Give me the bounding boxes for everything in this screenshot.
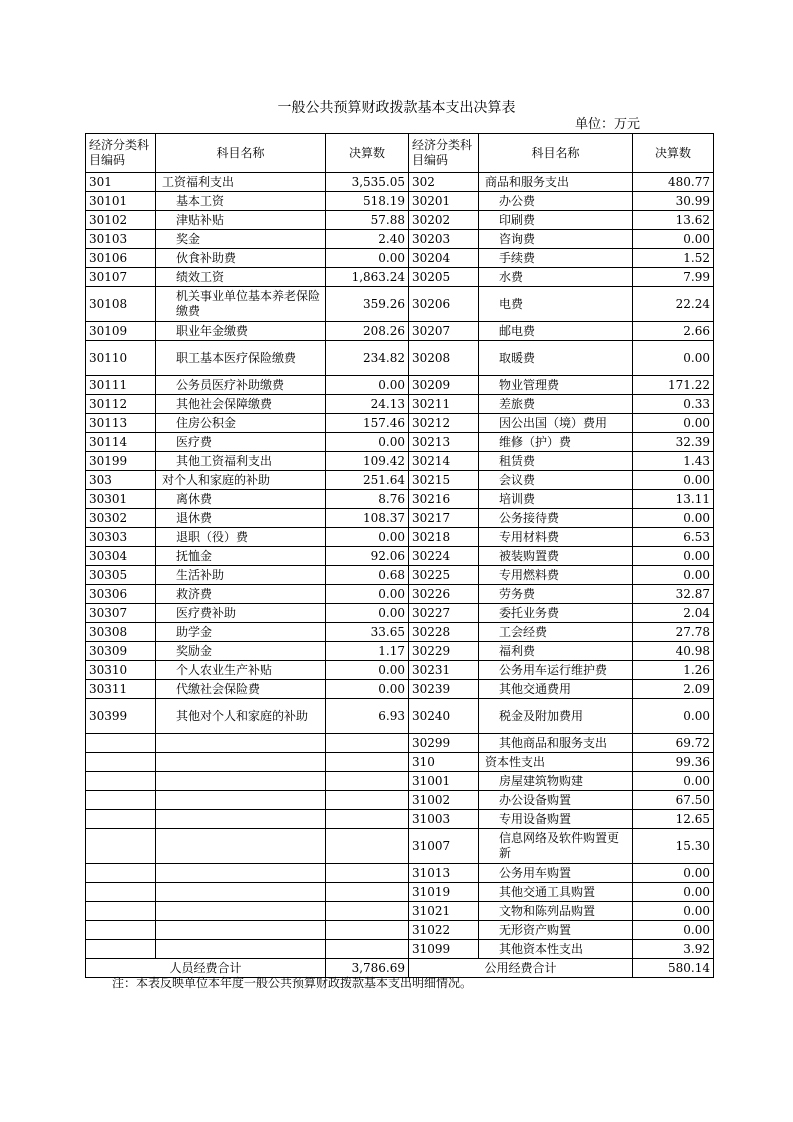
left-name-cell: 住房公积金 [156,414,326,433]
table-row [86,623,714,642]
right-code-cell: 30299 [409,734,479,753]
left-name-cell: 基本工资 [156,192,326,211]
table-row [86,791,714,810]
table-row [86,376,714,395]
table-row [86,604,714,623]
table-row [86,753,714,772]
table-row [86,490,714,509]
right-name-cell: 印刷费 [479,211,633,230]
left-name-cell: 公务员医疗补助缴费 [156,376,326,395]
left-name-cell [156,791,326,810]
right-name-cell: 培训费 [479,490,633,509]
left-amount-cell [326,791,409,810]
left-name-cell: 伙食补助费 [156,249,326,268]
left-code-cell: 30107 [86,268,156,287]
left-code-cell: 30109 [86,322,156,341]
right-name-cell: 电费 [479,287,633,322]
left-name-cell: 津贴补贴 [156,211,326,230]
budget-table-body [86,134,714,978]
table-row [86,734,714,753]
left-code-cell: 30307 [86,604,156,623]
right-amount-cell: 171.22 [633,376,714,395]
right-code-cell: 31001 [409,772,479,791]
right-amount-cell: 40.98 [633,642,714,661]
personnel-total-amount: 3,786.69 [326,959,409,978]
right-name-cell: 因公出国（境）费用 [479,414,633,433]
table-row [86,192,714,211]
header-amount-left: 决算数 [326,134,409,173]
left-code-cell: 30306 [86,585,156,604]
right-code-cell: 31002 [409,791,479,810]
table-row [86,230,714,249]
table-row [86,940,714,959]
left-code-cell: 30103 [86,230,156,249]
right-name-cell: 差旅费 [479,395,633,414]
right-amount-cell: 69.72 [633,734,714,753]
right-name-cell: 邮电费 [479,322,633,341]
left-code-cell: 30302 [86,509,156,528]
right-code-cell: 30216 [409,490,479,509]
right-amount-cell: 0.00 [633,902,714,921]
personnel-total-label: 人员经费合计 [86,959,326,978]
right-code-cell: 31013 [409,864,479,883]
right-code-cell: 31003 [409,810,479,829]
table-row [86,921,714,940]
table-row [86,414,714,433]
right-code-cell: 30213 [409,433,479,452]
right-amount-cell: 67.50 [633,791,714,810]
right-name-cell: 专用材料费 [479,528,633,547]
left-amount-cell: 33.65 [326,623,409,642]
left-amount-cell [326,772,409,791]
left-name-cell: 职业年金缴费 [156,322,326,341]
right-amount-cell: 12.65 [633,810,714,829]
left-name-cell: 职工基本医疗保险缴费 [156,341,326,376]
right-amount-cell: 0.00 [633,772,714,791]
right-name-cell: 无形资产购置 [479,921,633,940]
unit-label: 单位：万元 [575,117,641,132]
right-name-cell: 公务用车运行维护费 [479,661,633,680]
left-name-cell: 奖金 [156,230,326,249]
left-code-cell [86,829,156,864]
right-name-cell: 房屋建筑物购建 [479,772,633,791]
table-row [86,810,714,829]
left-amount-cell: 157.46 [326,414,409,433]
table-row [86,452,714,471]
right-code-cell: 30214 [409,452,479,471]
right-code-cell: 30204 [409,249,479,268]
left-amount-cell: 518.19 [326,192,409,211]
left-amount-cell: 24.13 [326,395,409,414]
footnote: 注：本表反映单位本年度一般公共预算财政拨款基本支出明细情况。 [112,976,473,990]
table-row [86,287,714,322]
right-amount-cell: 13.11 [633,490,714,509]
right-amount-cell: 2.04 [633,604,714,623]
table-row [86,902,714,921]
right-amount-cell: 7.99 [633,268,714,287]
left-name-cell: 救济费 [156,585,326,604]
left-code-cell: 30101 [86,192,156,211]
table-header-row [86,134,714,173]
left-amount-cell: 0.00 [326,680,409,699]
table-row [86,772,714,791]
right-name-cell: 被装购置费 [479,547,633,566]
left-name-cell: 退休费 [156,509,326,528]
right-amount-cell: 0.33 [633,395,714,414]
left-amount-cell [326,940,409,959]
left-code-cell: 30106 [86,249,156,268]
left-name-cell: 其他对个人和家庭的补助 [156,699,326,734]
left-amount-cell: 109.42 [326,452,409,471]
right-code-cell: 30209 [409,376,479,395]
right-code-cell: 30212 [409,414,479,433]
left-code-cell: 30311 [86,680,156,699]
left-amount-cell: 0.68 [326,566,409,585]
right-name-cell: 维修（护）费 [479,433,633,452]
left-code-cell: 30305 [86,566,156,585]
left-code-cell [86,883,156,902]
left-amount-cell: 359.26 [326,287,409,322]
right-amount-cell: 3.92 [633,940,714,959]
right-amount-cell: 99.36 [633,753,714,772]
right-name-cell: 专用设备购置 [479,810,633,829]
left-amount-cell [326,864,409,883]
left-name-cell: 代缴社会保险费 [156,680,326,699]
left-code-cell: 30112 [86,395,156,414]
left-amount-cell [326,810,409,829]
right-amount-cell: 30.99 [633,192,714,211]
right-code-cell: 30201 [409,192,479,211]
left-amount-cell: 8.76 [326,490,409,509]
left-code-cell: 30102 [86,211,156,230]
right-name-cell: 其他商品和服务支出 [479,734,633,753]
right-code-cell: 30207 [409,322,479,341]
right-code-cell: 30225 [409,566,479,585]
right-code-cell: 30218 [409,528,479,547]
right-amount-cell: 0.00 [633,547,714,566]
right-name-cell: 委托业务费 [479,604,633,623]
right-code-cell: 30206 [409,287,479,322]
left-name-cell [156,829,326,864]
left-code-cell: 303 [86,471,156,490]
right-name-cell: 商品和服务支出 [479,173,633,192]
left-amount-cell: 0.00 [326,585,409,604]
left-amount-cell [326,921,409,940]
left-code-cell: 30309 [86,642,156,661]
table-row [86,341,714,376]
table-row [86,585,714,604]
left-amount-cell [326,883,409,902]
left-code-cell: 30308 [86,623,156,642]
right-code-cell: 310 [409,753,479,772]
left-code-cell [86,791,156,810]
right-name-cell: 福利费 [479,642,633,661]
right-code-cell: 30239 [409,680,479,699]
left-name-cell: 退职（役）费 [156,528,326,547]
right-name-cell: 劳务费 [479,585,633,604]
right-amount-cell: 22.24 [633,287,714,322]
left-amount-cell [326,829,409,864]
header-name-right: 科目名称 [479,134,633,173]
right-amount-cell: 480.77 [633,173,714,192]
left-amount-cell [326,753,409,772]
left-amount-cell: 234.82 [326,341,409,376]
right-name-cell: 办公费 [479,192,633,211]
right-amount-cell: 6.53 [633,528,714,547]
right-code-cell: 31019 [409,883,479,902]
public-total-amount: 580.14 [633,959,714,978]
left-name-cell: 工资福利支出 [156,173,326,192]
right-name-cell: 税金及附加费用 [479,699,633,734]
table-row [86,268,714,287]
left-amount-cell: 0.00 [326,604,409,623]
right-name-cell: 其他交通费用 [479,680,633,699]
header-code-left: 经济分类科目编码 [86,134,156,173]
right-code-cell: 30208 [409,341,479,376]
left-code-cell [86,864,156,883]
left-code-cell [86,810,156,829]
left-name-cell [156,810,326,829]
left-name-cell: 医疗费 [156,433,326,452]
left-amount-cell: 92.06 [326,547,409,566]
right-amount-cell: 0.00 [633,883,714,902]
right-code-cell: 30215 [409,471,479,490]
right-name-cell: 租赁费 [479,452,633,471]
right-code-cell: 302 [409,173,479,192]
right-amount-cell: 13.62 [633,211,714,230]
right-name-cell: 工会经费 [479,623,633,642]
table-row [86,566,714,585]
table-row [86,864,714,883]
table-row [86,547,714,566]
left-name-cell [156,883,326,902]
table-row [86,433,714,452]
right-name-cell: 取暖费 [479,341,633,376]
right-amount-cell: 1.26 [633,661,714,680]
right-code-cell: 30240 [409,699,479,734]
right-name-cell: 水费 [479,268,633,287]
right-code-cell: 30202 [409,211,479,230]
left-code-cell [86,940,156,959]
right-amount-cell: 0.00 [633,414,714,433]
right-name-cell: 其他交通工具购置 [479,883,633,902]
table-row [86,528,714,547]
right-amount-cell: 0.00 [633,341,714,376]
left-amount-cell: 0.00 [326,433,409,452]
left-name-cell: 对个人和家庭的补助 [156,471,326,490]
right-amount-cell: 0.00 [633,230,714,249]
left-name-cell: 生活补助 [156,566,326,585]
right-code-cell: 31022 [409,921,479,940]
table-row [86,642,714,661]
left-name-cell [156,864,326,883]
left-code-cell [86,753,156,772]
right-amount-cell: 0.00 [633,864,714,883]
right-name-cell: 信息网络及软件购置更新 [479,829,633,864]
right-code-cell: 30224 [409,547,479,566]
left-name-cell: 离休费 [156,490,326,509]
right-code-cell: 31021 [409,902,479,921]
left-amount-cell: 1,863.24 [326,268,409,287]
left-code-cell: 30110 [86,341,156,376]
left-amount-cell: 57.88 [326,211,409,230]
right-amount-cell: 32.39 [633,433,714,452]
table-row [86,829,714,864]
left-amount-cell: 2.40 [326,230,409,249]
left-code-cell [86,902,156,921]
right-name-cell: 会议费 [479,471,633,490]
table-row [86,471,714,490]
right-code-cell: 30228 [409,623,479,642]
right-name-cell: 公务接待费 [479,509,633,528]
left-name-cell: 绩效工资 [156,268,326,287]
right-name-cell: 公务用车购置 [479,864,633,883]
right-code-cell: 30229 [409,642,479,661]
left-name-cell: 医疗费补助 [156,604,326,623]
left-name-cell: 抚恤金 [156,547,326,566]
right-code-cell: 30203 [409,230,479,249]
left-amount-cell: 0.00 [326,528,409,547]
right-amount-cell: 0.00 [633,566,714,585]
right-code-cell: 30231 [409,661,479,680]
right-name-cell: 文物和陈列品购置 [479,902,633,921]
table-row [86,173,714,192]
left-name-cell: 个人农业生产补贴 [156,661,326,680]
right-code-cell: 31007 [409,829,479,864]
right-name-cell: 手续费 [479,249,633,268]
right-amount-cell: 15.30 [633,829,714,864]
table-row [86,322,714,341]
left-code-cell: 30199 [86,452,156,471]
left-amount-cell: 251.64 [326,471,409,490]
left-amount-cell: 0.00 [326,249,409,268]
header-name-left: 科目名称 [156,134,326,173]
left-amount-cell: 1.17 [326,642,409,661]
right-code-cell: 30205 [409,268,479,287]
left-name-cell: 奖励金 [156,642,326,661]
right-amount-cell: 0.00 [633,921,714,940]
right-name-cell: 办公设备购置 [479,791,633,810]
left-amount-cell: 0.00 [326,661,409,680]
right-amount-cell: 0.00 [633,471,714,490]
right-code-cell: 30226 [409,585,479,604]
right-name-cell: 物业管理费 [479,376,633,395]
left-code-cell: 30301 [86,490,156,509]
left-name-cell [156,940,326,959]
table-row [86,883,714,902]
left-amount-cell: 0.00 [326,376,409,395]
table-row [86,211,714,230]
right-amount-cell: 1.43 [633,452,714,471]
public-total-label: 公用经费合计 [409,959,633,978]
left-amount-cell: 108.37 [326,509,409,528]
right-amount-cell: 2.09 [633,680,714,699]
table-row [86,661,714,680]
left-code-cell [86,921,156,940]
right-name-cell: 咨询费 [479,230,633,249]
right-name-cell: 专用燃料费 [479,566,633,585]
table-row [86,395,714,414]
left-code-cell: 30310 [86,661,156,680]
left-amount-cell [326,734,409,753]
left-code-cell: 30114 [86,433,156,452]
left-amount-cell [326,902,409,921]
right-amount-cell: 0.00 [633,509,714,528]
left-code-cell: 30111 [86,376,156,395]
left-name-cell: 其他社会保障缴费 [156,395,326,414]
left-code-cell: 30108 [86,287,156,322]
left-name-cell [156,734,326,753]
right-amount-cell: 27.78 [633,623,714,642]
table-row [86,699,714,734]
left-name-cell [156,772,326,791]
left-amount-cell: 3,535.05 [326,173,409,192]
left-name-cell: 助学金 [156,623,326,642]
right-code-cell: 31099 [409,940,479,959]
left-code-cell: 30304 [86,547,156,566]
table-row [86,680,714,699]
left-name-cell [156,902,326,921]
left-amount-cell: 208.26 [326,322,409,341]
right-name-cell: 其他资本性支出 [479,940,633,959]
left-name-cell: 机关事业单位基本养老保险缴费 [156,287,326,322]
right-amount-cell: 32.87 [633,585,714,604]
left-amount-cell: 6.93 [326,699,409,734]
left-name-cell: 其他工资福利支出 [156,452,326,471]
table-row [86,249,714,268]
right-code-cell: 30227 [409,604,479,623]
budget-table [85,133,714,978]
table-row [86,509,714,528]
left-code-cell: 30303 [86,528,156,547]
left-name-cell [156,921,326,940]
left-code-cell [86,772,156,791]
right-amount-cell: 1.52 [633,249,714,268]
right-code-cell: 30217 [409,509,479,528]
right-code-cell: 30211 [409,395,479,414]
left-code-cell: 30399 [86,699,156,734]
left-name-cell [156,753,326,772]
left-code-cell: 301 [86,173,156,192]
left-code-cell: 30113 [86,414,156,433]
right-amount-cell: 2.66 [633,322,714,341]
right-amount-cell: 0.00 [633,699,714,734]
header-code-right: 经济分类科目编码 [409,134,479,173]
page-title: 一般公共预算财政拨款基本支出决算表 [277,100,516,116]
left-code-cell [86,734,156,753]
header-amount-right: 决算数 [633,134,714,173]
right-name-cell: 资本性支出 [479,753,633,772]
